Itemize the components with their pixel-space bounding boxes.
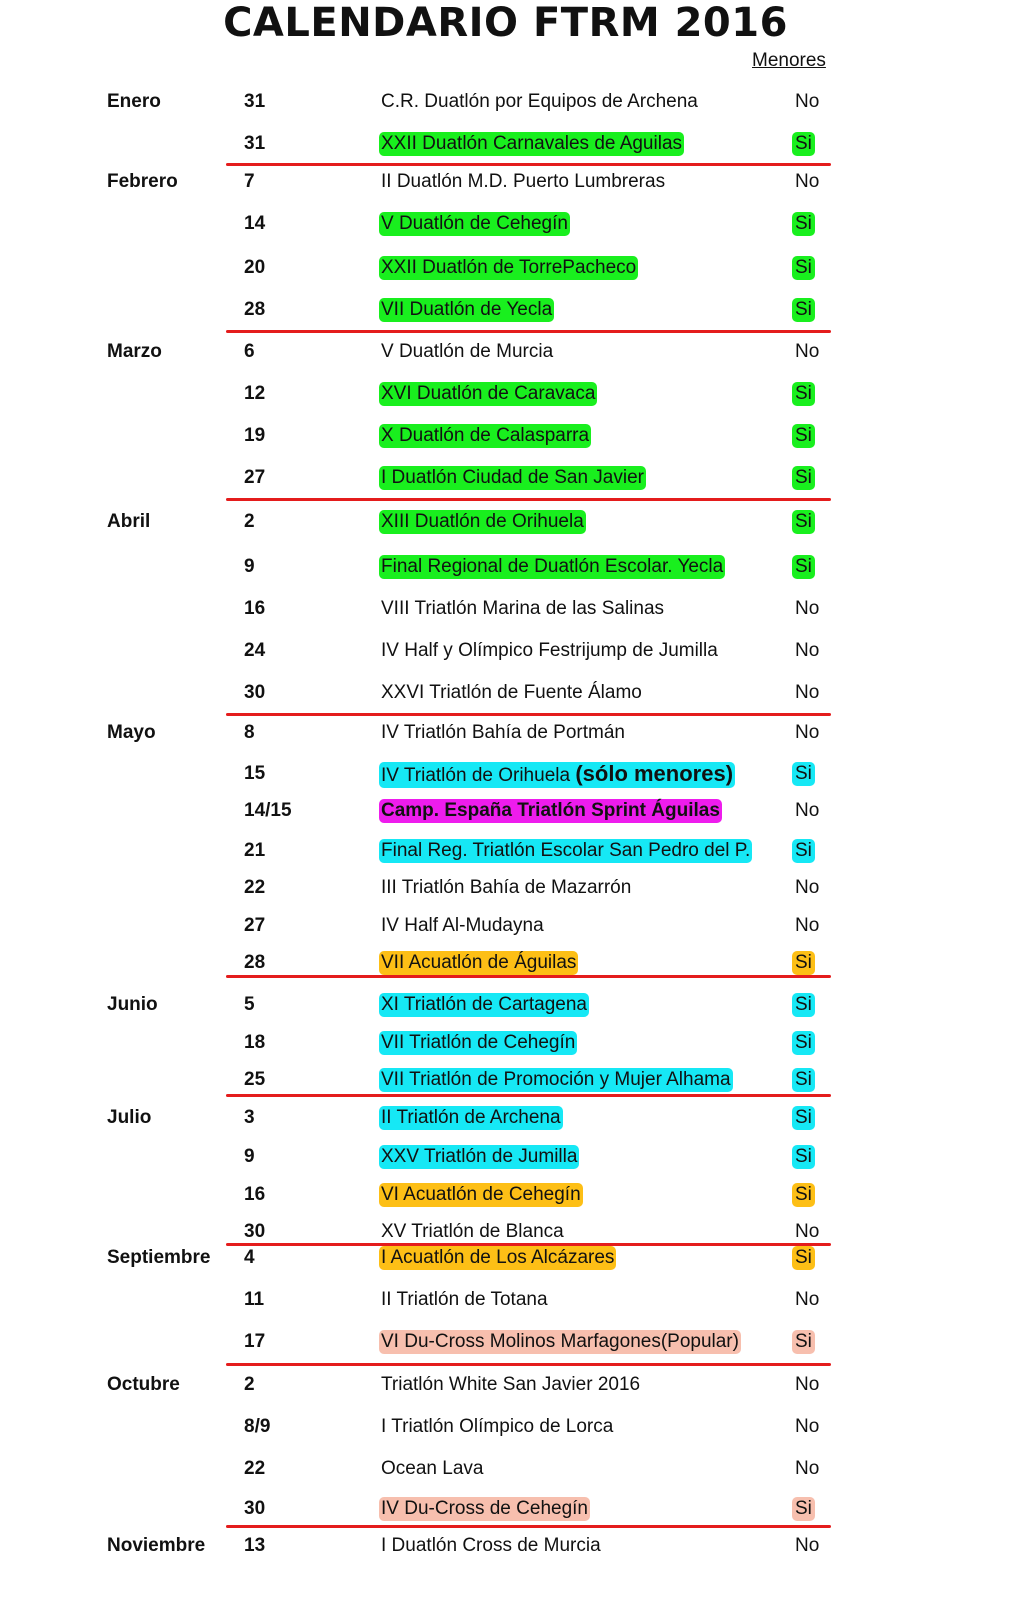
menores-flag: Si xyxy=(792,951,815,975)
event-name-text: IV Du-Cross de Cehegín xyxy=(381,1498,588,1519)
event-day: 8/9 xyxy=(244,1416,271,1437)
menores-flag: No xyxy=(795,915,820,936)
menores-flag: Si xyxy=(792,1106,815,1130)
event-day: 31 xyxy=(244,133,266,154)
month-label: Julio xyxy=(107,1107,152,1128)
event-day: 14 xyxy=(244,213,266,234)
event-name xyxy=(379,799,722,823)
event-name xyxy=(379,1068,733,1092)
event-day: 8 xyxy=(244,722,255,743)
event-day: 25 xyxy=(244,1069,266,1090)
event-name xyxy=(379,839,752,863)
event-name-text: XVI Duatlón de Caravaca xyxy=(381,383,596,404)
menores-flag: Si xyxy=(792,1497,815,1521)
event-name-text: Ocean Lava xyxy=(381,1458,484,1479)
event-day: 16 xyxy=(244,1184,266,1205)
event-name-text: XXVI Triatlón de Fuente Álamo xyxy=(381,682,642,703)
event-day: 7 xyxy=(244,171,255,192)
event-name-text: XI Triatlón de Cartagena xyxy=(381,994,587,1015)
menores-flag: No xyxy=(795,877,820,898)
event-name xyxy=(379,597,666,621)
event-name-text: VII Acuatlón de Águilas xyxy=(381,952,577,973)
event-day: 30 xyxy=(244,1498,266,1519)
event-day: 19 xyxy=(244,425,266,446)
event-day: 11 xyxy=(244,1289,265,1310)
event-name-text: XXII Duatlón Carnavales de Aguilas xyxy=(381,133,683,154)
event-day: 9 xyxy=(244,1146,255,1167)
event-name xyxy=(379,762,735,788)
event-day: 24 xyxy=(244,640,266,661)
event-name xyxy=(379,1145,579,1169)
event-name xyxy=(379,876,633,900)
event-name-text: II Triatlón de Archena xyxy=(381,1107,561,1128)
event-day: 27 xyxy=(244,915,266,936)
event-name-note: (sólo menores) xyxy=(575,761,734,786)
event-name xyxy=(379,382,597,406)
event-day: 2 xyxy=(244,511,255,532)
event-name-text: Camp. España Triatlón Sprint Águilas xyxy=(381,800,720,821)
menores-flag: Si xyxy=(792,298,815,322)
month-separator xyxy=(226,713,831,716)
event-name-text: I Acuatlón de Los Alcázares xyxy=(381,1247,615,1268)
month-separator xyxy=(226,1363,831,1366)
event-name xyxy=(379,914,546,938)
event-name xyxy=(379,555,725,579)
event-name-text: Triatlón White San Javier 2016 xyxy=(381,1374,641,1395)
event-day: 28 xyxy=(244,952,266,973)
month-label: Septiembre xyxy=(107,1247,211,1268)
menores-flag: Si xyxy=(792,1183,815,1207)
month-label: Febrero xyxy=(107,171,178,192)
event-day: 27 xyxy=(244,467,266,488)
event-day: 28 xyxy=(244,299,266,320)
event-name-text: III Triatlón Bahía de Mazarrón xyxy=(381,877,632,898)
menores-flag: Si xyxy=(792,1145,815,1169)
event-name xyxy=(379,993,589,1017)
event-name-text: IV Half y Olímpico Festrijump de Jumilla xyxy=(381,640,718,661)
menores-flag: No xyxy=(795,682,820,703)
menores-flag: Si xyxy=(792,993,815,1017)
menores-flag: No xyxy=(795,640,820,661)
month-separator xyxy=(226,975,831,978)
event-name-text: I Duatlón Ciudad de San Javier xyxy=(381,467,644,488)
event-name-text: I Duatlón Cross de Murcia xyxy=(381,1535,601,1556)
menores-flag: No xyxy=(795,1374,820,1395)
event-day: 2 xyxy=(244,1374,255,1395)
event-name xyxy=(379,298,554,322)
event-name-text: XIII Duatlón de Orihuela xyxy=(381,511,584,532)
event-day: 3 xyxy=(244,1107,255,1128)
menores-flag: Si xyxy=(792,382,815,406)
month-label: Marzo xyxy=(107,341,162,362)
month-label: Enero xyxy=(107,91,161,112)
event-name xyxy=(379,721,627,745)
event-day: 18 xyxy=(244,1032,266,1053)
menores-flag: No xyxy=(795,91,820,112)
menores-flag: No xyxy=(795,1221,820,1242)
menores-flag: Si xyxy=(792,762,815,786)
event-day: 30 xyxy=(244,1221,266,1242)
event-name xyxy=(379,1288,550,1312)
menores-flag: No xyxy=(795,1535,820,1556)
menores-flag: No xyxy=(795,1289,820,1310)
menores-flag: No xyxy=(795,1458,820,1479)
event-name xyxy=(379,510,586,534)
event-name xyxy=(379,1246,616,1270)
menores-flag: No xyxy=(795,171,820,192)
event-name-text: XXV Triatlón de Jumilla xyxy=(381,1146,578,1167)
event-name-text: VI Acuatlón de Cehegín xyxy=(381,1184,581,1205)
event-day: 15 xyxy=(244,763,266,784)
menores-flag: No xyxy=(795,800,820,821)
event-name-text: II Duatlón M.D. Puerto Lumbreras xyxy=(381,171,666,192)
menores-flag: Si xyxy=(792,212,815,236)
event-name xyxy=(379,212,570,236)
event-name-text: IV Triatlón Bahía de Portmán xyxy=(381,722,625,743)
event-name xyxy=(379,681,644,705)
event-day: 4 xyxy=(244,1247,255,1268)
event-day: 16 xyxy=(244,598,266,619)
event-name xyxy=(379,1534,603,1558)
menores-flag: Si xyxy=(792,839,815,863)
page-title: CALENDARIO FTRM 2016 xyxy=(223,0,788,46)
event-name xyxy=(379,1183,583,1207)
event-name xyxy=(379,256,638,280)
event-name-text: VII Triatlón de Cehegín xyxy=(381,1032,576,1053)
month-separator xyxy=(226,1243,831,1246)
event-name-text: IV Half Al-Mudayna xyxy=(381,915,544,936)
event-day: 22 xyxy=(244,1458,266,1479)
event-name xyxy=(379,466,646,490)
event-name xyxy=(379,132,684,156)
event-name xyxy=(379,1106,563,1130)
month-separator xyxy=(226,1094,831,1097)
event-name-text: XXII Duatlón de TorrePacheco xyxy=(381,257,637,278)
menores-flag: No xyxy=(795,341,820,362)
month-separator xyxy=(226,498,831,501)
menores-flag: Si xyxy=(792,424,815,448)
menores-flag: No xyxy=(795,598,820,619)
month-label: Junio xyxy=(107,994,158,1015)
menores-flag: Si xyxy=(792,1031,815,1055)
menores-flag: Si xyxy=(792,1330,815,1354)
event-day: 20 xyxy=(244,257,266,278)
month-label: Octubre xyxy=(107,1374,180,1395)
event-name-text: II Triatlón de Totana xyxy=(381,1289,548,1310)
event-name-text: IV Triatlón de Orihuela xyxy=(381,765,571,786)
event-day: 31 xyxy=(244,91,266,112)
menores-flag: Si xyxy=(792,1068,815,1092)
event-name xyxy=(379,1373,642,1397)
menores-flag: Si xyxy=(792,466,815,490)
event-day: 22 xyxy=(244,877,266,898)
month-label: Mayo xyxy=(107,722,156,743)
event-name-text: VII Duatlón de Yecla xyxy=(381,299,553,320)
menores-flag: Si xyxy=(792,132,815,156)
event-name xyxy=(379,1031,577,1055)
event-name xyxy=(379,1330,741,1354)
event-day: 6 xyxy=(244,341,255,362)
event-name-text: VII Triatlón de Promoción y Mujer Alhama xyxy=(381,1069,731,1090)
event-day: 13 xyxy=(244,1535,266,1556)
event-name-text: XV Triatlón de Blanca xyxy=(381,1221,564,1242)
menores-column-header: Menores xyxy=(752,50,826,71)
event-day: 5 xyxy=(244,994,255,1015)
event-name-text: V Duatlón de Murcia xyxy=(381,341,554,362)
event-name-text: VIII Triatlón Marina de las Salinas xyxy=(381,598,665,619)
event-day: 30 xyxy=(244,682,266,703)
event-name-text: X Duatlón de Calasparra xyxy=(381,425,590,446)
event-day: 12 xyxy=(244,383,266,404)
event-name xyxy=(379,951,578,975)
month-label: Abril xyxy=(107,511,151,532)
month-separator xyxy=(226,163,831,166)
event-name xyxy=(379,1415,615,1439)
month-separator xyxy=(226,1525,831,1528)
month-label: Noviembre xyxy=(107,1535,206,1556)
event-name-text: C.R. Duatlón por Equipos de Archena xyxy=(381,91,698,112)
event-name xyxy=(379,639,720,663)
event-day: 14/15 xyxy=(244,800,292,821)
event-name-text: Final Regional de Duatlón Escolar. Yecla xyxy=(381,556,724,577)
event-name-text: V Duatlón de Cehegín xyxy=(381,213,568,234)
event-name xyxy=(379,340,555,364)
menores-flag: Si xyxy=(792,555,815,579)
event-day: 17 xyxy=(244,1331,266,1352)
menores-flag: Si xyxy=(792,1246,815,1270)
event-name-text: I Triatlón Olímpico de Lorca xyxy=(381,1416,614,1437)
month-separator xyxy=(226,330,831,333)
event-name xyxy=(379,170,667,194)
event-name xyxy=(379,424,591,448)
event-name xyxy=(379,1497,590,1521)
menores-flag: No xyxy=(795,1416,820,1437)
event-name-text: Final Reg. Triatlón Escolar San Pedro del P. xyxy=(381,840,751,861)
event-name xyxy=(379,1457,485,1481)
event-name xyxy=(379,90,700,114)
menores-flag: Si xyxy=(792,510,815,534)
menores-flag: Si xyxy=(792,256,815,280)
event-day: 21 xyxy=(244,840,266,861)
menores-flag: No xyxy=(795,722,820,743)
event-day: 9 xyxy=(244,556,255,577)
event-name xyxy=(379,1220,566,1244)
event-name-text: VI Du-Cross Molinos Marfagones(Popular) xyxy=(381,1331,739,1352)
